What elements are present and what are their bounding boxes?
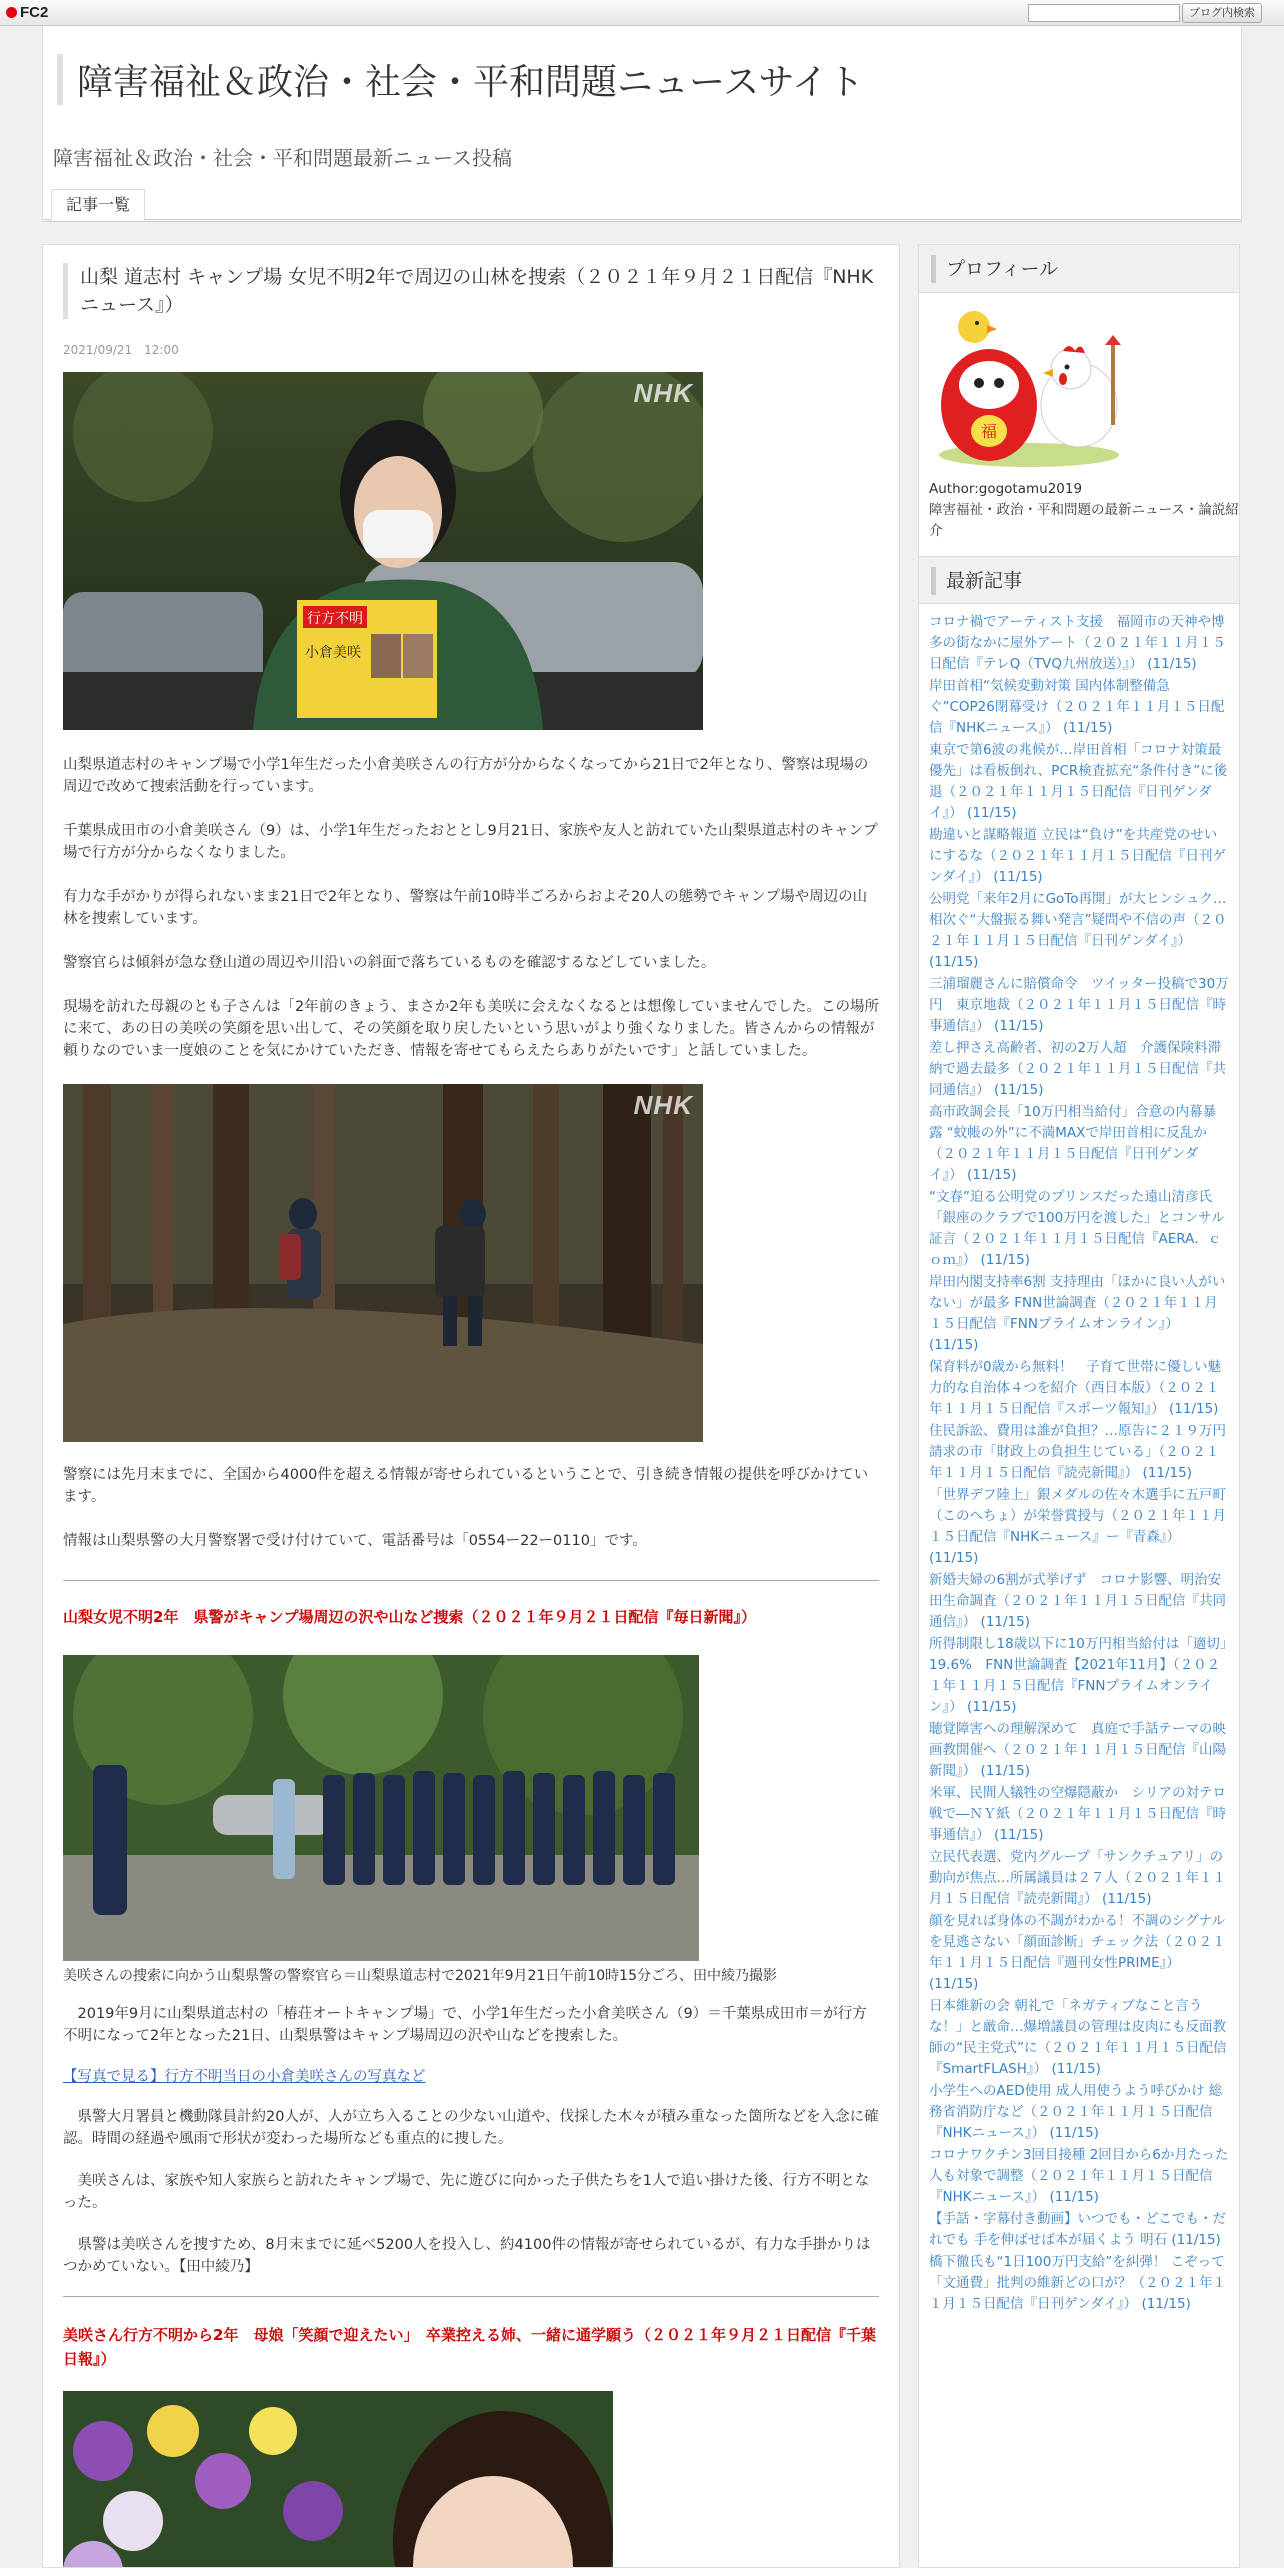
recent-post-date: (11/15)	[1169, 1401, 1219, 1417]
recent-post-title: 高市政調会長「10万円相当給付」合意の内幕暴露 “蚊帳の外”に不満MAXで岸田首相に反乱か（２０２１年１１月１５日配信『日刊ゲンダイ』）	[929, 1104, 1217, 1183]
blog-search-button[interactable]: ブログ内検索	[1182, 3, 1262, 23]
article-paragraph: 情報は山梨県警の大月警察署で受け付けていて、電話番号は「0554ー22ー0110」です。	[63, 1533, 647, 1549]
article-photo-1	[63, 372, 703, 730]
recent-post-title: 小学生へのAED使用 成人用使うよう呼びかけ 総務省消防庁など（２０２１年１１月１５日配信『NHKニュース』）	[929, 2083, 1223, 2141]
recent-post-date: (11/15)	[967, 1699, 1017, 1715]
article-photo-4	[63, 2391, 613, 2568]
site-title[interactable]: 障害福祉＆政治・社会・平和問題ニュースサイト	[57, 54, 864, 105]
recent-post-date: (11/15)	[929, 1337, 979, 1353]
fc2-toolbar	[0, 0, 1284, 26]
nav-menu	[43, 186, 1241, 222]
recent-post-date: (11/15)	[929, 1976, 979, 1992]
recent-post-date: (11/15)	[993, 869, 1043, 885]
author-description: 障害福祉・政治・平和問題の最新ニュース・論説紹介	[929, 502, 1239, 539]
recent-post-title: “文春”迫る公明党のプリンスだった遠山清彦氏「銀座のクラブで100万円を渡した」とコンサル証言（２０２１年１１月１５日配信『AERA．ｃｏｍ』）	[929, 1189, 1225, 1268]
recent-post-date: (11/15)	[929, 954, 979, 970]
article-paragraph: 警察には先月末までに、全国から4000件を超える情報が寄せられているということで、引き続き情報の提供を呼びかけています。	[63, 1467, 869, 1505]
recent-post-title: 保育料が0歳から無料！ 子育て世帯に優しい魅力的な自治体４つを紹介（西日本版）（２０２１年１１月１５日配信『スポーツ報知』）	[929, 1359, 1222, 1417]
fc2-logo[interactable]: FC2	[6, 4, 48, 21]
recent-post-date: (11/15)	[1171, 2232, 1221, 2248]
recent-post-link[interactable]	[929, 1038, 1229, 1101]
site-header	[42, 26, 1242, 222]
article-paragraph: 県警は美咲さんを捜すため、8月末までに延べ5200人を投入し、約4100件の情報が寄せられているが、有力な手掛かりはつかめていない。【田中綾乃】	[63, 2237, 871, 2275]
article-photo-3	[63, 1655, 699, 1961]
recent-post-link[interactable]	[929, 889, 1229, 973]
recent-post-date: (11/15)	[980, 1763, 1030, 1779]
recent-post-title: 三浦瑠麗さんに賠償命令 ツイッター投稿で30万円 東京地裁（２０２１年１１月１５日配信『時事通信』）	[929, 976, 1229, 1034]
recent-post-link[interactable]	[929, 1783, 1229, 1846]
recent-post-title: コロナ禍でアーティスト支援 福岡市の天神や博多の街なかに屋外アート（２０２１年１１月１５日配信『テレQ（TVQ九州放送）』）	[929, 614, 1226, 672]
profile-avatar	[929, 305, 1125, 469]
recent-post-title: 東京で第6波の兆候が…岸田首相「コロナ対策最優先」は看板倒れ、PCR検査拡充“条件付き”に後退（２０２１年１１月１５日配信『日刊ゲンダイ』）	[929, 742, 1228, 821]
recent-post-link[interactable]	[929, 1187, 1229, 1271]
menu-item-article-list[interactable]: 記事一覧	[51, 189, 145, 221]
recent-post-title: 聴覚障害への理解深めて 真庭で手話テーマの映画教開催へ（２０２１年１１月１５日配信『山陽新聞』）	[929, 1721, 1226, 1779]
profile-heading: プロフィール	[919, 245, 1239, 293]
recent-post-date: (11/15)	[967, 1167, 1017, 1183]
article-paragraph: 千葉県成田市の小倉美咲さん（9）は、小学1年生だったおととし9月21日、家族や友人と訪れていた山梨県道志村のキャンプ場で行方が分からなくなりました。	[63, 823, 878, 861]
recent-post-date: (11/15)	[994, 1082, 1044, 1098]
daruma-chicken-illustration	[929, 305, 1125, 469]
recent-post-link[interactable]	[929, 1847, 1229, 1910]
recent-post-title: 住民訴訟、費用は誰が負担？…原告に２１９万円請求の市「財政上の負担生じている」（２０２１年１１月１５日配信『読売新聞』）	[929, 1423, 1226, 1481]
site-description: 障害福祉＆政治・社会・平和問題最新ニュース投稿	[53, 146, 512, 170]
recent-post-link[interactable]	[929, 2209, 1229, 2251]
recent-post-link[interactable]	[929, 1570, 1229, 1633]
recent-post-link[interactable]	[929, 1719, 1229, 1782]
recent-post-date: (11/15)	[994, 1018, 1044, 1034]
section-title-mainichi: 山梨女児不明2年 県警がキャンプ場周辺の沢や山など捜索（２０２１年９月２１日配信『毎日新聞』）	[63, 1608, 756, 1626]
recent-post-link[interactable]	[929, 1357, 1229, 1420]
article-photo-2	[63, 1084, 703, 1442]
recent-post-link[interactable]	[929, 2081, 1229, 2144]
article-title: 山梨 道志村 キャンプ場 女児不明2年で周辺の山林を捜索（２０２１年９月２１日配信『NHKニュース』）	[63, 263, 879, 319]
recent-post-date: (11/15)	[1102, 1891, 1152, 1907]
recent-post-date: (11/15)	[1062, 720, 1113, 736]
recent-post-date: (11/15)	[1147, 656, 1197, 672]
blog-search-input[interactable]	[1028, 4, 1180, 22]
recent-post-link[interactable]	[929, 1272, 1229, 1356]
recent-post-date: (11/15)	[1049, 2125, 1099, 2141]
article-paragraph: 美咲さんは、家族や知人家族らと訪れたキャンプ場で、先に遊びに向かった子供たちを1人で追い掛けた後、行方不明となった。	[63, 2173, 870, 2211]
recent-post-link[interactable]	[929, 1996, 1229, 2080]
recent-post-title: 米軍、民間人犠牲の空爆隠蔽か シリアの対テロ戦で―ＮＹ紙（２０２１年１１月１５日配信『時事通信』）	[929, 1785, 1226, 1843]
recent-post-title: 立民代表選、党内グループ「サンクチュアリ」の動向が焦点…所属議員は２７人（２０２１年１１月１５日配信『読売新聞』）	[929, 1849, 1226, 1907]
recent-post-link[interactable]	[929, 825, 1229, 888]
recent-post-title: 公明党「来年2月にGoTo再開」が大ヒンシュク…相次ぐ“大盤振る舞い発言”疑問や不信の声（２０２１年１１月１５日配信『日刊ゲンダイ』）	[929, 891, 1227, 949]
recent-post-link[interactable]	[929, 1634, 1229, 1718]
recent-post-date: (11/15)	[1049, 2189, 1099, 2205]
photo-police-group	[63, 1655, 699, 1961]
divider	[63, 2296, 879, 2297]
recent-post-title: 「世界デフ陸上」銀メダルの佐々木選手に五戸町（このへちょ）が栄誉賞授与（２０２１年１１月１５日配信『NHKニュース』ー『青森』）	[929, 1487, 1226, 1545]
divider	[63, 1580, 879, 1581]
recent-post-title: 所得制限し18歳以下に10万円相当給付は「適切」19.6% FNN世論調査【2021年11月】（２０２１年１１月１５日配信『FNNプライムオンライン』）	[929, 1636, 1227, 1715]
article-paragraph: 2019年9月に山梨県道志村の「椿荘オートキャンプ場」で、小学1年生だった小倉美咲さん（9）＝千葉県成田市＝が行方不明になって2年となった21日、山梨県警はキャンプ場周辺の沢や山などを捜索した。	[63, 2006, 867, 2044]
recent-post-link[interactable]	[929, 1485, 1229, 1569]
recent-post-title: 橋下徹氏も“1日100万円支給”を糾弾！ こぞって「文通費」批判の維新どの口が？（２０２１年１１月１５日配信『日刊ゲンダイ』）	[929, 2254, 1226, 2312]
recent-post-link[interactable]	[929, 1421, 1229, 1484]
sidebar	[918, 244, 1240, 2568]
recent-posts-heading: 最新記事	[919, 556, 1239, 604]
recent-post-date: (11/15)	[1051, 2061, 1101, 2077]
recent-post-date: (11/15)	[980, 1614, 1030, 1630]
recent-post-link[interactable]	[929, 740, 1229, 824]
recent-post-link[interactable]	[929, 2252, 1229, 2315]
fortune-badge: 福	[980, 422, 998, 441]
article-date: 2021/09/21 12:00	[63, 343, 179, 357]
recent-post-link[interactable]	[929, 612, 1229, 675]
author-name: Author:gogotamu2019	[929, 481, 1083, 497]
recent-post-title: 顔を見れば身体の不調がわかる！不調のシグナルを見逃さない「顔面診断」チェック法（２０２１年１１月１５日配信『週刊女性PRIME』）	[929, 1913, 1226, 1971]
nhk-watermark: NHK	[633, 378, 693, 408]
recent-post-title: 岸田首相“気候変動対策 国内体制整備急ぐ”COP26閉幕受け（２０２１年１１月１５日配信『NHKニュース』）	[929, 678, 1225, 736]
recent-post-date: (11/15)	[1141, 2296, 1191, 2312]
recent-post-title: 勘違いと謀略報道 立民は“負け”を共産党のせいにするな（２０２１年１１月１５日配信『日刊ゲンダイ』）	[929, 827, 1226, 885]
recent-post-link[interactable]	[929, 2145, 1229, 2208]
sign-text: 行方不明	[307, 611, 363, 627]
article-paragraph: 有力な手がかりが得られないまま21日で2年となり、警察は午前10時半ごろからおよそ20人の態勢でキャンプ場や周辺の山林を捜索しています。	[63, 889, 868, 927]
recent-post-date: (11/15)	[1142, 1465, 1192, 1481]
article-paragraph: 現場を訪れた母親のとも子さんは「2年前のきょう、まさか2年も美咲に会えなくなるとは想像していませんでした。この場所に来て、あの日の美咲の笑顔を思い出して、その笑顔を取り戻したいという思いがより強くなりました。皆さんからの情報が頼りなのでいま一度娘のことを気にかけていただき、情報を寄せてもらえたらありがたいです」と話していました。	[63, 999, 879, 1059]
recent-post-title: 【手話・字幕付き動画】いつでも・どこでも・だれでも 手を伸ばせば本が届くよう 明石	[929, 2211, 1226, 2248]
sign-name: 小倉美咲	[305, 645, 361, 661]
recent-post-link[interactable]	[929, 974, 1229, 1037]
photo-gallery-link[interactable]: 【写真で見る】行方不明当日の小倉美咲さんの写真など	[63, 2069, 426, 2085]
recent-post-title: 岸田内閣支持率6割 支持理由「ほかに良い人がいない」が最多 FNN世論調査（２０２１年１１月１５日配信『FNNプライムオンライン』）	[929, 1274, 1226, 1332]
recent-post-date: (11/15)	[929, 1550, 979, 1566]
recent-post-link[interactable]	[929, 1102, 1229, 1186]
recent-post-title: 差し押さえ高齢者、初の2万人超 介護保険料滞納で過去最多（２０２１年１１月１５日配信『共同通信』）	[929, 1040, 1226, 1098]
fc2-logo-icon	[6, 7, 17, 18]
recent-post-title: コロナワクチン3回目接種 2回目から6か月たった人も対象で調整（２０２１年１１月１５日配信『NHKニュース』）	[929, 2147, 1229, 2205]
photo-girl-flowers	[63, 2391, 613, 2568]
recent-posts-list	[919, 604, 1239, 2315]
main-content	[42, 244, 900, 2568]
recent-post-date: (11/15)	[980, 1252, 1030, 1268]
recent-post-date: (11/15)	[967, 805, 1017, 821]
article-paragraph: 山梨県道志村のキャンプ場で小学1年生だった小倉美咲さんの行方が分からなくなってから21日で2年となり、警察は現場の周辺で改めて捜索活動を行っています。	[63, 757, 869, 795]
article-paragraph: 警察官らは傾斜が急な登山道の周辺や川沿いの斜面で落ちているものを確認するなどしていました。	[63, 955, 716, 971]
article-paragraph: 県警大月署員と機動隊員計約20人が、人が立ち入ることの少ない山道や、伐採した木々が積み重なった箇所などを入念に確認。時間の経過や風雨で形状が変わった場所なども重点的に捜した。	[63, 2109, 879, 2147]
recent-post-link[interactable]	[929, 676, 1229, 739]
photo-woman-with-sign	[63, 372, 703, 730]
photo-forest-search	[63, 1084, 703, 1442]
recent-post-title: 日本維新の会 朝礼で「ネガティブなこと言うな！」と厳命…爆増議員の管理は皮肉にも反面教師の“民主党式”に（２０２１年１１月１５日配信『SmartFLASH』）	[929, 1998, 1227, 2077]
section-title-chibanippo: 美咲さん行方不明から2年 母娘「笑顔で迎えたい」 卒業控える姉、一緒に通学願う（２０２１年９月２１日配信『千葉日報』）	[63, 2326, 876, 2368]
photo-caption: 美咲さんの捜索に向かう山梨県警の警察官ら＝山梨県道志村で2021年9月21日午前10時15分ごろ、田中綾乃撮影	[63, 1968, 777, 1984]
recent-post-title: 新婚夫婦の6割が式挙げず コロナ影響、明治安田生命調査（２０２１年１１月１５日配信『共同通信』）	[929, 1572, 1226, 1630]
nhk-watermark: NHK	[633, 1090, 693, 1120]
recent-post-date: (11/15)	[994, 1827, 1044, 1843]
recent-post-link[interactable]	[929, 1911, 1229, 1995]
